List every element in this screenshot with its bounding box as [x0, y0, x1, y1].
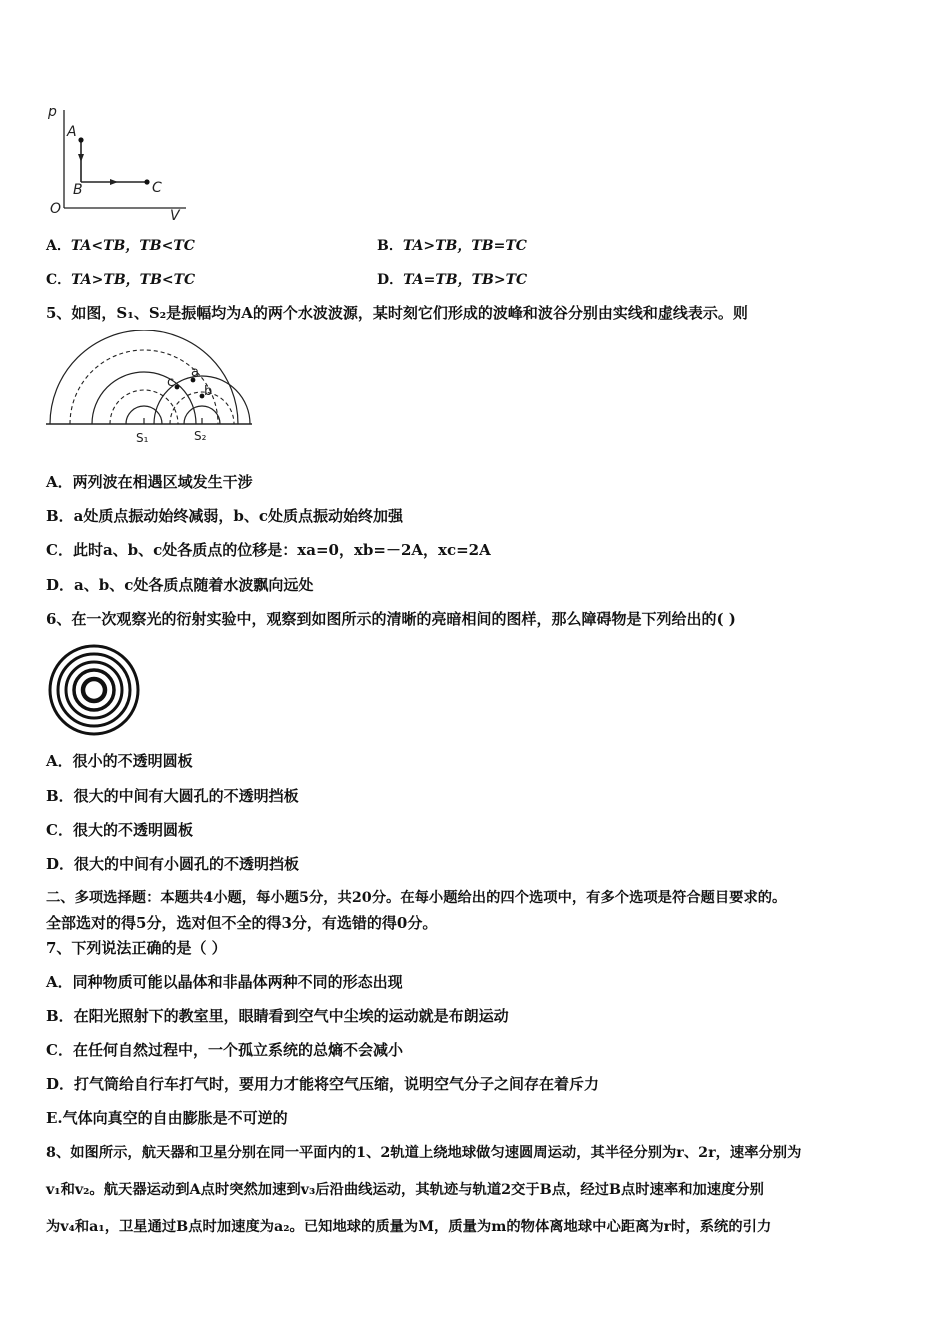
q5-option-b: B．a处质点振动始终减弱，b、c处质点振动始终加强 — [46, 507, 404, 525]
q7-option-d: D．打气筒给自行车打气时，要用力才能将空气压缩，说明空气分子之间存在着斥力 — [46, 1075, 600, 1093]
point-b-wave-label: b — [204, 384, 213, 399]
wave-diagram — [40, 330, 260, 448]
axis-p-label: p — [48, 104, 57, 120]
q6-option-d: D．很大的中间有小圆孔的不透明挡板 — [46, 855, 300, 873]
section2-heading-line1: 二、多项选择题：本题共4小题，每小题5分，共20分。在每小题给出的四个选项中，有多个选项是符合题目要求的。 — [46, 890, 787, 906]
q6-option-c: C．很大的不透明圆板 — [46, 821, 193, 839]
point-c-wave-label: c — [167, 375, 175, 390]
q5-option-d: D．a、b、c处各质点随着水波飘向远处 — [46, 576, 314, 594]
q4-option-a: A．TA<TB，TB<TC — [46, 238, 195, 254]
point-b-label: B — [73, 182, 83, 198]
s1-label: S₁ — [136, 431, 149, 445]
q4-option-d: D．TA=TB，TB>TC — [377, 272, 528, 288]
section2-heading-line2: 全部选对的得5分，选对但不全的得3分，有选错的得0分。 — [46, 914, 438, 932]
diffraction-rings-figure — [46, 642, 142, 738]
origin-label: O — [50, 201, 62, 217]
q7-option-b: B．在阳光照射下的教室里，眼睛看到空气中尘埃的运动就是布朗运动 — [46, 1007, 509, 1025]
q7-option-e: E.气体向真空的自由膨胀是不可逆的 — [46, 1109, 288, 1127]
q4-option-c: C．TA>TB，TB<TC — [46, 272, 196, 288]
q7-option-a: A．同种物质可能以晶体和非晶体两种不同的形态出现 — [46, 973, 403, 991]
pv-diagram — [40, 96, 200, 226]
q5-stem: 5、如图，S₁、S₂是振幅均为A的两个水波波源，某时刻它们形成的波峰和波谷分别由实线和虚线表示。则 — [46, 304, 748, 322]
q6-option-a: A．很小的不透明圆板 — [46, 752, 193, 770]
q8-stem-line2: v₁和v₂。航天器运动到A点时突然加速到v₃后沿曲线运动，其轨迹与轨道2交于B点，经过B点时速率和加速度分别 — [46, 1182, 764, 1198]
q7-option-c: C．在任何自然过程中，一个孤立系统的总熵不会减小 — [46, 1041, 403, 1059]
q7-stem: 7、下列说法正确的是（ ） — [46, 939, 227, 957]
q5-option-c: C．此时a、b、c处各质点的位移是：xa=0，xb=－2A，xc=2A — [46, 541, 491, 559]
q4-option-b: B．TA>TB，TB=TC — [377, 238, 527, 254]
q8-stem-line1: 8、如图所示，航天器和卫星分别在同一平面内的1、2轨道上绕地球做匀速圆周运动，其半径分别为r、2r，速率分别为 — [46, 1145, 802, 1161]
s2-label: S₂ — [194, 429, 207, 443]
q6-stem: 6、在一次观察光的衍射实验中，观察到如图所示的清晰的亮暗相间的图样，那么障碍物是下列给出的( ) — [46, 610, 736, 628]
axis-v-label: V — [170, 208, 180, 224]
q5-option-a: A．两列波在相遇区域发生干涉 — [46, 473, 253, 491]
point-a-wave-label: a — [191, 365, 199, 380]
q8-stem-line3: 为v₄和a₁，卫星通过B点时加速度为a₂。已知地球的质量为M，质量为m的物体离地球中心距离为r时，系统的引力 — [46, 1219, 772, 1235]
point-c-label: C — [152, 180, 162, 196]
q6-option-b: B．很大的中间有大圆孔的不透明挡板 — [46, 787, 299, 805]
point-a-label: A — [67, 124, 77, 140]
